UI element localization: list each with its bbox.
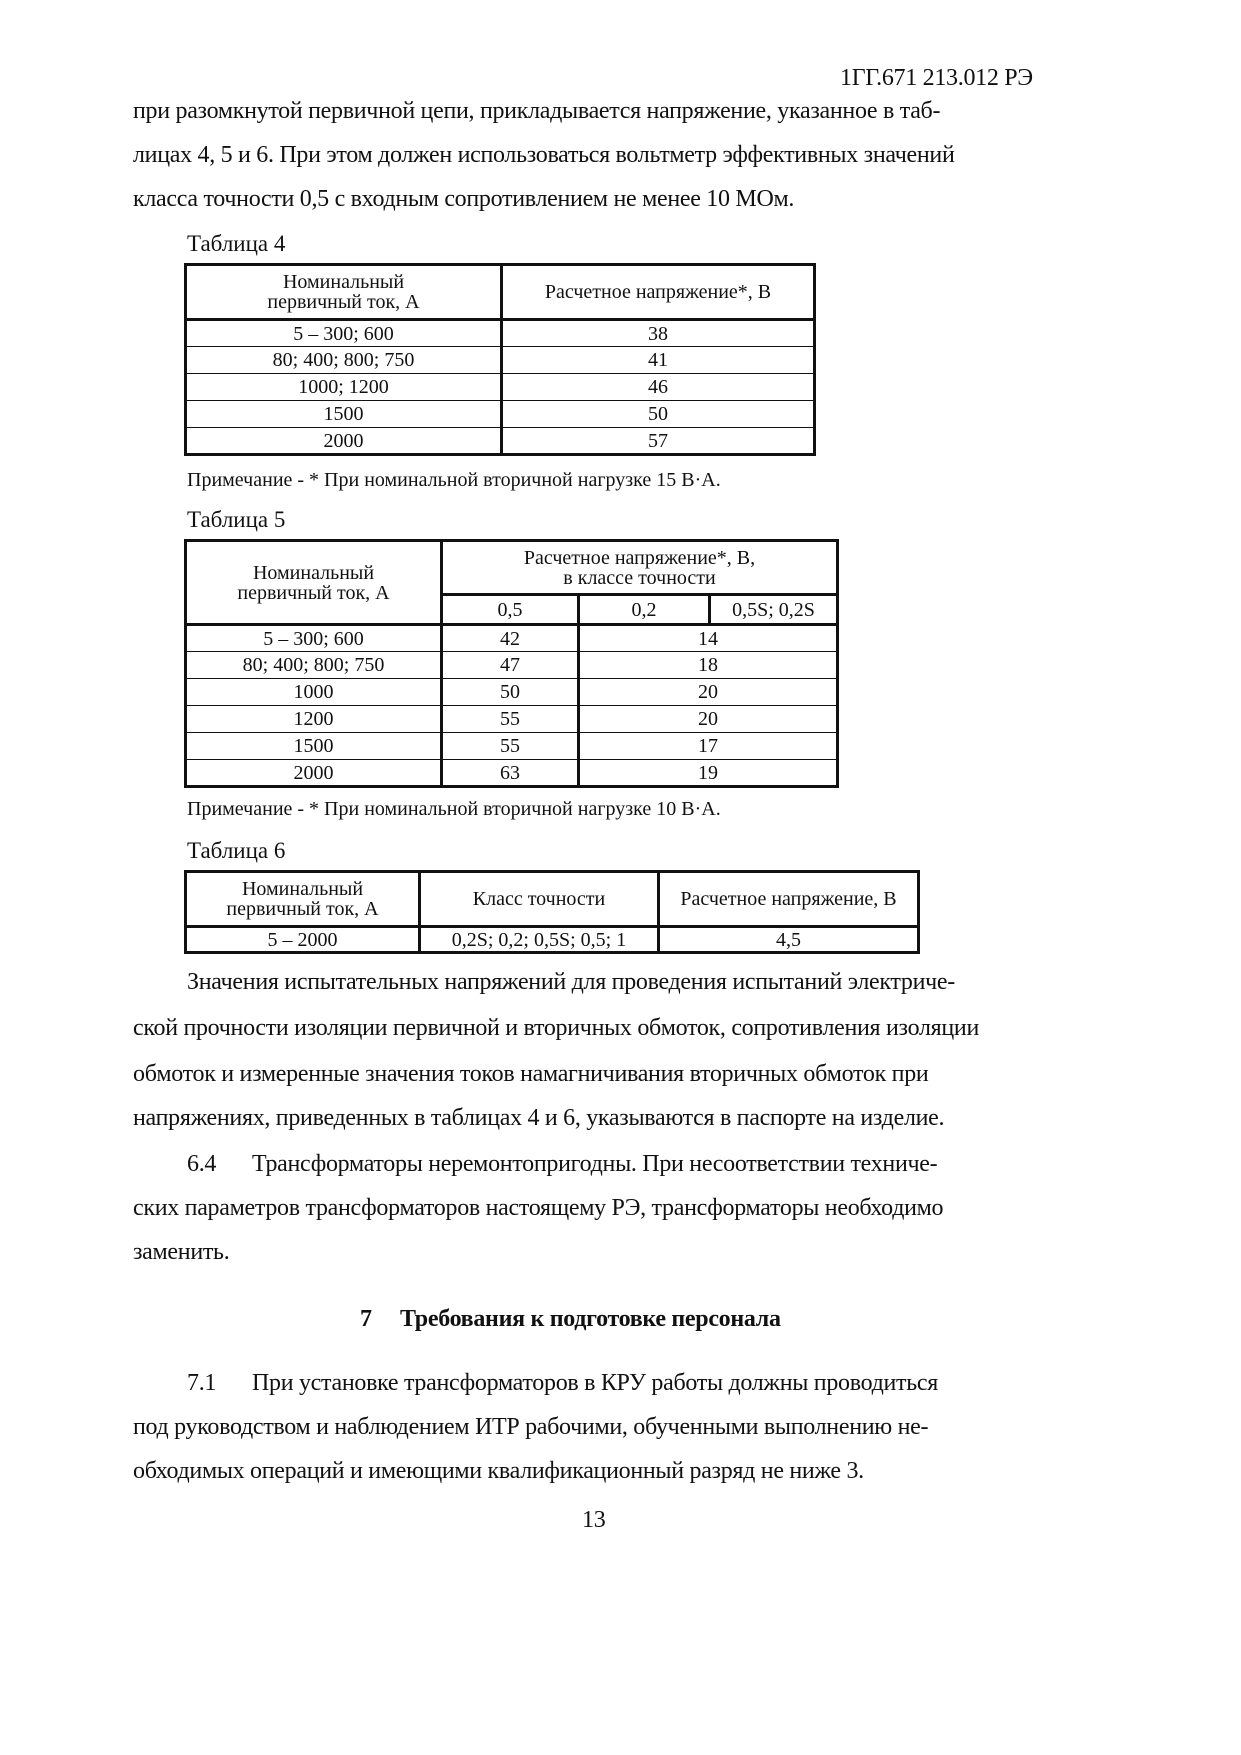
table-row: 5 – 2000 0,2S; 0,2; 0,5S; 0,5; 1 4,5 bbox=[186, 927, 919, 953]
table5-note: Примечание - * При номинальной вторичной нагрузке 10 В·А. bbox=[187, 798, 721, 820]
intro-line: класса точности 0,5 с входным сопротивлением не менее 10 МОм. bbox=[133, 186, 795, 212]
table5-header-class-02: 0,2 bbox=[579, 595, 710, 625]
page-number: 13 bbox=[582, 1507, 606, 1533]
table5-header-voltage: Расчетное напряжение*, В, в классе точности bbox=[442, 541, 838, 595]
paragraph-line: ской прочности изоляции первичной и вторичных обмоток, сопротивления изоляции bbox=[133, 1015, 980, 1041]
clause-number-6-4: 6.4 bbox=[187, 1151, 217, 1177]
table-row: 1500 55 17 bbox=[186, 733, 838, 760]
table5 bbox=[184, 539, 839, 788]
table5-caption: Таблица 5 bbox=[187, 507, 286, 532]
table4-caption: Таблица 4 bbox=[187, 231, 286, 256]
paragraph-line: обмоток и измеренные значения токов намагничивания вторичных обмоток при bbox=[133, 1061, 929, 1087]
section-number: 7 bbox=[360, 1306, 372, 1332]
intro-line: лицах 4, 5 и 6. При этом должен использоваться вольтметр эффективных значений bbox=[133, 142, 955, 168]
table-row: 2000 57 bbox=[186, 428, 815, 455]
table-row: 5 – 300; 600 38 bbox=[186, 320, 815, 347]
table-row: 1000 50 20 bbox=[186, 679, 838, 706]
table6-header-class: Класс точности bbox=[420, 872, 659, 927]
paragraph-line: Значения испытательных напряжений для проведения испытаний электриче- bbox=[187, 969, 955, 995]
table-row: 5 – 300; 600 42 14 bbox=[186, 625, 838, 652]
table6-header-current: Номинальный первичный ток, А bbox=[186, 872, 420, 927]
table-row: 1500 50 bbox=[186, 401, 815, 428]
table-row: 1000; 1200 46 bbox=[186, 374, 815, 401]
table-row: 80; 400; 800; 750 47 18 bbox=[186, 652, 838, 679]
table-row: 2000 63 19 bbox=[186, 760, 838, 787]
table6-header-voltage: Расчетное напряжение, В bbox=[659, 872, 919, 927]
paragraph-line: напряжениях, приведенных в таблицах 4 и 6, указываются в паспорте на изделие. bbox=[133, 1105, 945, 1131]
table4-header-voltage: Расчетное напряжение*, В bbox=[502, 265, 815, 320]
table6-caption: Таблица 6 bbox=[187, 838, 286, 863]
table-row: 80; 400; 800; 750 41 bbox=[186, 347, 815, 374]
table6 bbox=[184, 870, 920, 954]
table5-header-class-05: 0,5 bbox=[442, 595, 579, 625]
document-code: 1ГГ.671 213.012 РЭ bbox=[840, 65, 1033, 91]
paragraph-line: под руководством и наблюдением ИТР рабочими, обученными выполнению не- bbox=[133, 1414, 929, 1440]
paragraph-line: заменить. bbox=[133, 1239, 230, 1265]
paragraph-line: При установке трансформаторов в КРУ работы должны проводиться bbox=[252, 1370, 938, 1396]
section-title: Требования к подготовке персонала bbox=[400, 1306, 781, 1332]
table4-header-current: Номинальный первичный ток, А bbox=[186, 265, 502, 320]
table-row: 1200 55 20 bbox=[186, 706, 838, 733]
table5-header-current: Номинальный первичный ток, А bbox=[186, 541, 442, 625]
table5-header-class-05s-02s: 0,5S; 0,2S bbox=[710, 595, 838, 625]
paragraph-line: обходимых операций и имеющими квалификационный разряд не ниже 3. bbox=[133, 1458, 864, 1484]
paragraph-line: Трансформаторы неремонтопригодны. При несоответствии техниче- bbox=[252, 1151, 938, 1177]
table4 bbox=[184, 263, 816, 456]
paragraph-line: ских параметров трансформаторов настоящему РЭ, трансформаторы необходимо bbox=[133, 1195, 944, 1221]
clause-number-7-1: 7.1 bbox=[187, 1370, 217, 1396]
intro-line: при разомкнутой первичной цепи, прикладывается напряжение, указанное в таб- bbox=[133, 98, 941, 124]
table4-note: Примечание - * При номинальной вторичной нагрузке 15 В·А. bbox=[187, 469, 721, 491]
